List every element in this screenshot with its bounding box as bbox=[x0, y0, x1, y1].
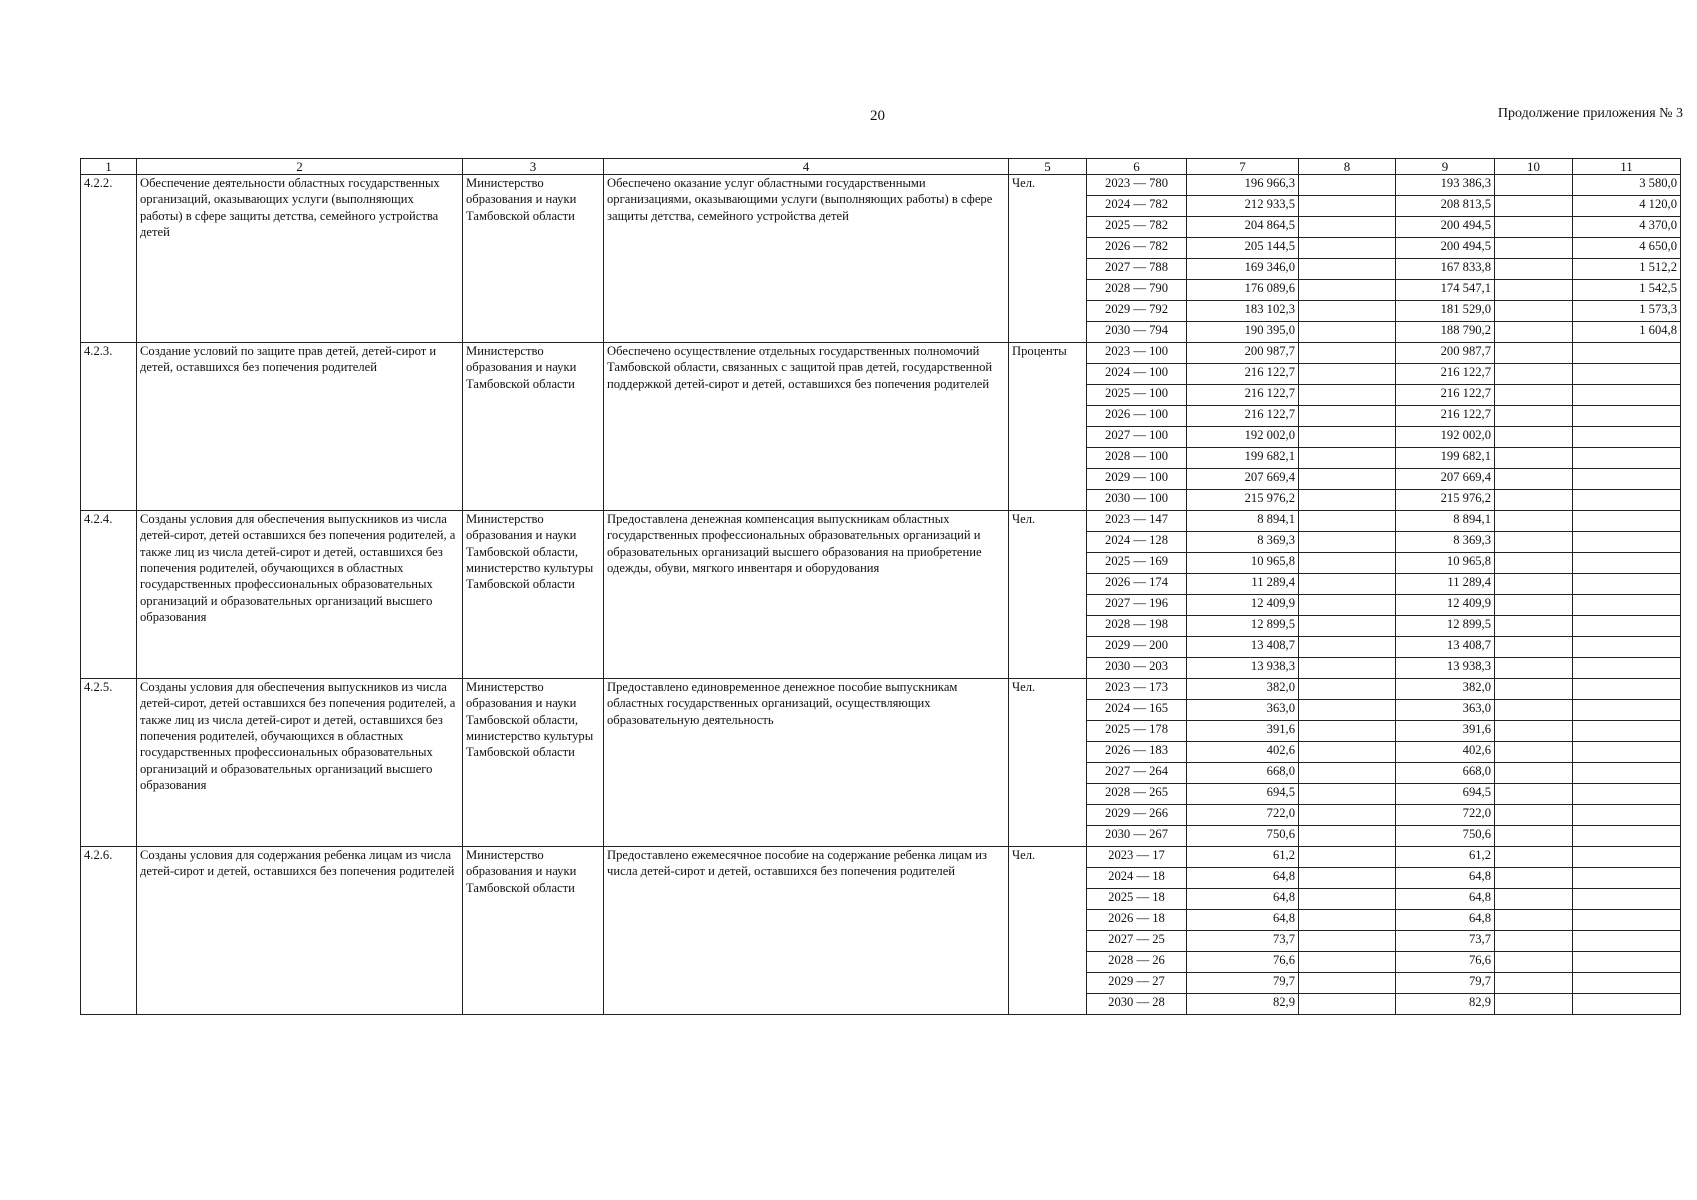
extra-budget-cell bbox=[1573, 553, 1681, 574]
regional-cell: 174 547,1 bbox=[1396, 280, 1495, 301]
year-value-cell: 2025 — 782 bbox=[1087, 217, 1187, 238]
total-cell: 205 144,5 bbox=[1187, 238, 1299, 259]
regional-cell: 216 122,7 bbox=[1396, 385, 1495, 406]
local-cell bbox=[1495, 595, 1573, 616]
extra-budget-cell bbox=[1573, 658, 1681, 679]
row-number: 4.2.3. bbox=[81, 343, 137, 511]
federal-cell bbox=[1299, 910, 1396, 931]
federal-cell bbox=[1299, 385, 1396, 406]
federal-cell bbox=[1299, 931, 1396, 952]
year-value-cell: 2028 — 100 bbox=[1087, 448, 1187, 469]
regional-cell: 192 002,0 bbox=[1396, 427, 1495, 448]
regional-cell: 13 938,3 bbox=[1396, 658, 1495, 679]
column-header: 7 bbox=[1187, 159, 1299, 175]
regional-cell: 10 965,8 bbox=[1396, 553, 1495, 574]
total-cell: 176 089,6 bbox=[1187, 280, 1299, 301]
total-cell: 200 987,7 bbox=[1187, 343, 1299, 364]
extra-budget-cell bbox=[1573, 952, 1681, 973]
local-cell bbox=[1495, 721, 1573, 742]
local-cell bbox=[1495, 952, 1573, 973]
year-value-cell: 2030 — 203 bbox=[1087, 658, 1187, 679]
regional-cell: 64,8 bbox=[1396, 889, 1495, 910]
local-cell bbox=[1495, 511, 1573, 532]
extra-budget-cell bbox=[1573, 910, 1681, 931]
federal-cell bbox=[1299, 742, 1396, 763]
regional-cell: 200 494,5 bbox=[1396, 217, 1495, 238]
column-header: 6 bbox=[1087, 159, 1187, 175]
total-cell: 750,6 bbox=[1187, 826, 1299, 847]
federal-cell bbox=[1299, 301, 1396, 322]
extra-budget-cell bbox=[1573, 868, 1681, 889]
local-cell bbox=[1495, 679, 1573, 700]
year-value-cell: 2023 — 17 bbox=[1087, 847, 1187, 868]
regional-cell: 64,8 bbox=[1396, 868, 1495, 889]
year-value-cell: 2024 — 128 bbox=[1087, 532, 1187, 553]
unit-cell: Чел. bbox=[1009, 847, 1087, 1015]
local-cell bbox=[1495, 469, 1573, 490]
federal-cell bbox=[1299, 994, 1396, 1015]
federal-cell bbox=[1299, 595, 1396, 616]
federal-cell bbox=[1299, 679, 1396, 700]
extra-budget-cell: 1 542,5 bbox=[1573, 280, 1681, 301]
federal-cell bbox=[1299, 448, 1396, 469]
extra-budget-cell bbox=[1573, 973, 1681, 994]
total-cell: 76,6 bbox=[1187, 952, 1299, 973]
federal-cell bbox=[1299, 973, 1396, 994]
regional-cell: 200 494,5 bbox=[1396, 238, 1495, 259]
column-header: 1 bbox=[81, 159, 137, 175]
federal-cell bbox=[1299, 343, 1396, 364]
extra-budget-cell: 1 604,8 bbox=[1573, 322, 1681, 343]
total-cell: 722,0 bbox=[1187, 805, 1299, 826]
extra-budget-cell bbox=[1573, 490, 1681, 511]
local-cell bbox=[1495, 259, 1573, 280]
year-value-cell: 2023 — 780 bbox=[1087, 175, 1187, 196]
regional-cell: 750,6 bbox=[1396, 826, 1495, 847]
year-value-cell: 2030 — 794 bbox=[1087, 322, 1187, 343]
extra-budget-cell bbox=[1573, 826, 1681, 847]
local-cell bbox=[1495, 994, 1573, 1015]
total-cell: 169 346,0 bbox=[1187, 259, 1299, 280]
total-cell: 216 122,7 bbox=[1187, 385, 1299, 406]
local-cell bbox=[1495, 910, 1573, 931]
total-cell: 694,5 bbox=[1187, 784, 1299, 805]
executor-cell: Министерство образования и науки Тамбовской области bbox=[463, 847, 604, 1015]
local-cell bbox=[1495, 406, 1573, 427]
extra-budget-cell bbox=[1573, 511, 1681, 532]
year-value-cell: 2024 — 782 bbox=[1087, 196, 1187, 217]
total-cell: 199 682,1 bbox=[1187, 448, 1299, 469]
extra-budget-cell bbox=[1573, 406, 1681, 427]
federal-cell bbox=[1299, 532, 1396, 553]
local-cell bbox=[1495, 280, 1573, 301]
year-value-cell: 2023 — 147 bbox=[1087, 511, 1187, 532]
row-number: 4.2.4. bbox=[81, 511, 137, 679]
extra-budget-cell: 4 370,0 bbox=[1573, 217, 1681, 238]
year-value-cell: 2028 — 790 bbox=[1087, 280, 1187, 301]
local-cell bbox=[1495, 658, 1573, 679]
year-value-cell: 2029 — 792 bbox=[1087, 301, 1187, 322]
year-value-cell: 2027 — 100 bbox=[1087, 427, 1187, 448]
federal-cell bbox=[1299, 637, 1396, 658]
local-cell bbox=[1495, 805, 1573, 826]
federal-cell bbox=[1299, 784, 1396, 805]
total-cell: 363,0 bbox=[1187, 700, 1299, 721]
column-header: 2 bbox=[137, 159, 463, 175]
regional-cell: 216 122,7 bbox=[1396, 406, 1495, 427]
extra-budget-cell: 4 120,0 bbox=[1573, 196, 1681, 217]
extra-budget-cell bbox=[1573, 385, 1681, 406]
continuation-label: Продолжение приложения № 3 bbox=[1497, 106, 1683, 121]
extra-budget-cell: 3 580,0 bbox=[1573, 175, 1681, 196]
year-value-cell: 2027 — 25 bbox=[1087, 931, 1187, 952]
total-cell: 402,6 bbox=[1187, 742, 1299, 763]
regional-cell: 193 386,3 bbox=[1396, 175, 1495, 196]
regional-cell: 12 899,5 bbox=[1396, 616, 1495, 637]
federal-cell bbox=[1299, 868, 1396, 889]
regional-cell: 13 408,7 bbox=[1396, 637, 1495, 658]
local-cell bbox=[1495, 490, 1573, 511]
regional-cell: 82,9 bbox=[1396, 994, 1495, 1015]
extra-budget-cell bbox=[1573, 721, 1681, 742]
regional-cell: 208 813,5 bbox=[1396, 196, 1495, 217]
year-value-cell: 2026 — 18 bbox=[1087, 910, 1187, 931]
total-cell: 12 899,5 bbox=[1187, 616, 1299, 637]
extra-budget-cell bbox=[1573, 469, 1681, 490]
local-cell bbox=[1495, 889, 1573, 910]
total-cell: 8 369,3 bbox=[1187, 532, 1299, 553]
year-value-cell: 2027 — 196 bbox=[1087, 595, 1187, 616]
regional-cell: 402,6 bbox=[1396, 742, 1495, 763]
federal-cell bbox=[1299, 175, 1396, 196]
local-cell bbox=[1495, 385, 1573, 406]
regional-cell: 188 790,2 bbox=[1396, 322, 1495, 343]
column-header: 4 bbox=[604, 159, 1009, 175]
year-value-cell: 2023 — 100 bbox=[1087, 343, 1187, 364]
column-numbers-row bbox=[81, 159, 1681, 175]
total-cell: 382,0 bbox=[1187, 679, 1299, 700]
federal-cell bbox=[1299, 406, 1396, 427]
regional-cell: 722,0 bbox=[1396, 805, 1495, 826]
executor-cell: Министерство образования и науки Тамбовской области, министерство культуры Тамбовской области bbox=[463, 511, 604, 679]
column-header: 8 bbox=[1299, 159, 1396, 175]
extra-budget-cell bbox=[1573, 700, 1681, 721]
regional-cell: 668,0 bbox=[1396, 763, 1495, 784]
federal-cell bbox=[1299, 805, 1396, 826]
extra-budget-cell bbox=[1573, 994, 1681, 1015]
regional-cell: 363,0 bbox=[1396, 700, 1495, 721]
local-cell bbox=[1495, 427, 1573, 448]
total-cell: 216 122,7 bbox=[1187, 406, 1299, 427]
year-value-cell: 2026 — 174 bbox=[1087, 574, 1187, 595]
regional-cell: 8 369,3 bbox=[1396, 532, 1495, 553]
regional-cell: 207 669,4 bbox=[1396, 469, 1495, 490]
row-number: 4.2.5. bbox=[81, 679, 137, 847]
column-header: 5 bbox=[1009, 159, 1087, 175]
federal-cell bbox=[1299, 616, 1396, 637]
extra-budget-cell bbox=[1573, 364, 1681, 385]
measure-name: Созданы условия для содержания ребенка лицам из числа детей-сирот и детей, оставшихся без попечения родителей bbox=[137, 847, 463, 1015]
local-cell bbox=[1495, 217, 1573, 238]
table-row bbox=[81, 343, 1681, 364]
total-cell: 73,7 bbox=[1187, 931, 1299, 952]
federal-cell bbox=[1299, 490, 1396, 511]
total-cell: 204 864,5 bbox=[1187, 217, 1299, 238]
local-cell bbox=[1495, 742, 1573, 763]
unit-cell: Проценты bbox=[1009, 343, 1087, 511]
total-cell: 8 894,1 bbox=[1187, 511, 1299, 532]
extra-budget-cell bbox=[1573, 532, 1681, 553]
extra-budget-cell bbox=[1573, 784, 1681, 805]
local-cell bbox=[1495, 784, 1573, 805]
regional-cell: 73,7 bbox=[1396, 931, 1495, 952]
year-value-cell: 2030 — 267 bbox=[1087, 826, 1187, 847]
regional-cell: 391,6 bbox=[1396, 721, 1495, 742]
local-cell bbox=[1495, 175, 1573, 196]
federal-cell bbox=[1299, 574, 1396, 595]
total-cell: 192 002,0 bbox=[1187, 427, 1299, 448]
year-value-cell: 2025 — 100 bbox=[1087, 385, 1187, 406]
extra-budget-cell bbox=[1573, 679, 1681, 700]
total-cell: 215 976,2 bbox=[1187, 490, 1299, 511]
total-cell: 82,9 bbox=[1187, 994, 1299, 1015]
total-cell: 196 966,3 bbox=[1187, 175, 1299, 196]
federal-cell bbox=[1299, 952, 1396, 973]
extra-budget-cell bbox=[1573, 427, 1681, 448]
regional-cell: 8 894,1 bbox=[1396, 511, 1495, 532]
local-cell bbox=[1495, 343, 1573, 364]
total-cell: 668,0 bbox=[1187, 763, 1299, 784]
year-value-cell: 2030 — 28 bbox=[1087, 994, 1187, 1015]
local-cell bbox=[1495, 553, 1573, 574]
regional-cell: 200 987,7 bbox=[1396, 343, 1495, 364]
table-row bbox=[81, 679, 1681, 700]
result-cell: Предоставлена денежная компенсация выпускникам областных государственных профессиональных образовательных организаций и образовательных организаций высшего образования на приобретение одежды, обуви, мягкого инвентаря и оборудования bbox=[604, 511, 1009, 679]
year-value-cell: 2028 — 265 bbox=[1087, 784, 1187, 805]
table-body bbox=[81, 175, 1681, 1015]
column-header: 3 bbox=[463, 159, 604, 175]
local-cell bbox=[1495, 637, 1573, 658]
extra-budget-cell bbox=[1573, 742, 1681, 763]
extra-budget-cell bbox=[1573, 574, 1681, 595]
column-header: 10 bbox=[1495, 159, 1573, 175]
total-cell: 391,6 bbox=[1187, 721, 1299, 742]
federal-cell bbox=[1299, 238, 1396, 259]
regional-cell: 79,7 bbox=[1396, 973, 1495, 994]
year-value-cell: 2029 — 200 bbox=[1087, 637, 1187, 658]
total-cell: 61,2 bbox=[1187, 847, 1299, 868]
extra-budget-cell bbox=[1573, 931, 1681, 952]
extra-budget-cell bbox=[1573, 805, 1681, 826]
federal-cell bbox=[1299, 511, 1396, 532]
local-cell bbox=[1495, 301, 1573, 322]
year-value-cell: 2026 — 183 bbox=[1087, 742, 1187, 763]
year-value-cell: 2024 — 18 bbox=[1087, 868, 1187, 889]
regional-cell: 199 682,1 bbox=[1396, 448, 1495, 469]
result-cell: Обеспечено осуществление отдельных государственных полномочий Тамбовской области, связанных с защитой прав детей, государственной поддержкой детей-сирот и детей, оставшихся без попечения родителей bbox=[604, 343, 1009, 511]
unit-cell: Чел. bbox=[1009, 175, 1087, 343]
total-cell: 190 395,0 bbox=[1187, 322, 1299, 343]
local-cell bbox=[1495, 238, 1573, 259]
year-value-cell: 2025 — 169 bbox=[1087, 553, 1187, 574]
federal-cell bbox=[1299, 364, 1396, 385]
regional-cell: 215 976,2 bbox=[1396, 490, 1495, 511]
federal-cell bbox=[1299, 763, 1396, 784]
year-value-cell: 2024 — 165 bbox=[1087, 700, 1187, 721]
year-value-cell: 2027 — 264 bbox=[1087, 763, 1187, 784]
year-value-cell: 2026 — 100 bbox=[1087, 406, 1187, 427]
total-cell: 183 102,3 bbox=[1187, 301, 1299, 322]
total-cell: 64,8 bbox=[1187, 910, 1299, 931]
federal-cell bbox=[1299, 700, 1396, 721]
extra-budget-cell bbox=[1573, 763, 1681, 784]
year-value-cell: 2025 — 178 bbox=[1087, 721, 1187, 742]
local-cell bbox=[1495, 574, 1573, 595]
result-cell: Предоставлено единовременное денежное пособие выпускникам областных государственных организаций, осуществляющих образовательную деятельность bbox=[604, 679, 1009, 847]
local-cell bbox=[1495, 826, 1573, 847]
extra-budget-cell bbox=[1573, 889, 1681, 910]
year-value-cell: 2024 — 100 bbox=[1087, 364, 1187, 385]
table-row bbox=[81, 847, 1681, 868]
year-value-cell: 2030 — 100 bbox=[1087, 490, 1187, 511]
total-cell: 216 122,7 bbox=[1187, 364, 1299, 385]
regional-cell: 11 289,4 bbox=[1396, 574, 1495, 595]
total-cell: 13 408,7 bbox=[1187, 637, 1299, 658]
year-value-cell: 2029 — 100 bbox=[1087, 469, 1187, 490]
extra-budget-cell bbox=[1573, 847, 1681, 868]
row-number: 4.2.6. bbox=[81, 847, 137, 1015]
federal-cell bbox=[1299, 259, 1396, 280]
local-cell bbox=[1495, 700, 1573, 721]
year-value-cell: 2029 — 266 bbox=[1087, 805, 1187, 826]
federal-cell bbox=[1299, 280, 1396, 301]
column-header: 11 bbox=[1573, 159, 1681, 175]
executor-cell: Министерство образования и науки Тамбовской области bbox=[463, 343, 604, 511]
federal-cell bbox=[1299, 217, 1396, 238]
local-cell bbox=[1495, 364, 1573, 385]
measure-name: Создание условий по защите прав детей, детей-сирот и детей, оставшихся без попечения родителей bbox=[137, 343, 463, 511]
extra-budget-cell: 1 512,2 bbox=[1573, 259, 1681, 280]
total-cell: 212 933,5 bbox=[1187, 196, 1299, 217]
year-value-cell: 2023 — 173 bbox=[1087, 679, 1187, 700]
regional-cell: 167 833,8 bbox=[1396, 259, 1495, 280]
regional-cell: 64,8 bbox=[1396, 910, 1495, 931]
total-cell: 12 409,9 bbox=[1187, 595, 1299, 616]
extra-budget-cell bbox=[1573, 616, 1681, 637]
total-cell: 13 938,3 bbox=[1187, 658, 1299, 679]
federal-cell bbox=[1299, 889, 1396, 910]
unit-cell: Чел. bbox=[1009, 511, 1087, 679]
total-cell: 10 965,8 bbox=[1187, 553, 1299, 574]
local-cell bbox=[1495, 868, 1573, 889]
table-row bbox=[81, 175, 1681, 196]
federal-cell bbox=[1299, 196, 1396, 217]
local-cell bbox=[1495, 196, 1573, 217]
regional-cell: 12 409,9 bbox=[1396, 595, 1495, 616]
extra-budget-cell bbox=[1573, 343, 1681, 364]
extra-budget-cell bbox=[1573, 448, 1681, 469]
page-number: 20 bbox=[870, 108, 885, 124]
local-cell bbox=[1495, 322, 1573, 343]
year-value-cell: 2028 — 26 bbox=[1087, 952, 1187, 973]
measure-name: Созданы условия для обеспечения выпускников из числа детей-сирот, детей оставшихся без попечения родителей, а также лиц из числа детей-сирот и детей, оставшихся без попечения родителей, обучающихся в областных государственных профессиональных образовательных организаций и образовательных организаций высшего образования bbox=[137, 511, 463, 679]
year-value-cell: 2029 — 27 bbox=[1087, 973, 1187, 994]
federal-cell bbox=[1299, 658, 1396, 679]
executor-cell: Министерство образования и науки Тамбовской области bbox=[463, 175, 604, 343]
total-cell: 79,7 bbox=[1187, 973, 1299, 994]
year-value-cell: 2028 — 198 bbox=[1087, 616, 1187, 637]
federal-cell bbox=[1299, 721, 1396, 742]
result-cell: Предоставлено ежемесячное пособие на содержание ребенка лицам из числа детей-сирот и детей, оставшихся без попечения родителей bbox=[604, 847, 1009, 1015]
executor-cell: Министерство образования и науки Тамбовской области, министерство культуры Тамбовской области bbox=[463, 679, 604, 847]
measure-name: Созданы условия для обеспечения выпускников из числа детей-сирот, детей оставшихся без попечения родителей, а также лиц из числа детей-сирот и детей, оставшихся без попечения родителей, обучающихся в областных государственных профессиональных образовательных организаций и образовательных организаций высшего образования bbox=[137, 679, 463, 847]
total-cell: 207 669,4 bbox=[1187, 469, 1299, 490]
year-value-cell: 2026 — 782 bbox=[1087, 238, 1187, 259]
total-cell: 11 289,4 bbox=[1187, 574, 1299, 595]
local-cell bbox=[1495, 616, 1573, 637]
regional-cell: 61,2 bbox=[1396, 847, 1495, 868]
regional-cell: 76,6 bbox=[1396, 952, 1495, 973]
local-cell bbox=[1495, 532, 1573, 553]
local-cell bbox=[1495, 973, 1573, 994]
regional-cell: 694,5 bbox=[1396, 784, 1495, 805]
federal-cell bbox=[1299, 847, 1396, 868]
local-cell bbox=[1495, 847, 1573, 868]
regional-cell: 382,0 bbox=[1396, 679, 1495, 700]
federal-cell bbox=[1299, 826, 1396, 847]
regional-cell: 216 122,7 bbox=[1396, 364, 1495, 385]
regional-cell: 181 529,0 bbox=[1396, 301, 1495, 322]
measure-name: Обеспечение деятельности областных государственных организаций, оказывающих услуги (выполняющих работы) в сфере защиты детства, семейного устройства детей bbox=[137, 175, 463, 343]
year-value-cell: 2027 — 788 bbox=[1087, 259, 1187, 280]
federal-cell bbox=[1299, 553, 1396, 574]
program-table bbox=[80, 158, 1681, 1015]
total-cell: 64,8 bbox=[1187, 868, 1299, 889]
year-value-cell: 2025 — 18 bbox=[1087, 889, 1187, 910]
federal-cell bbox=[1299, 469, 1396, 490]
local-cell bbox=[1495, 448, 1573, 469]
column-header: 9 bbox=[1396, 159, 1495, 175]
federal-cell bbox=[1299, 322, 1396, 343]
local-cell bbox=[1495, 763, 1573, 784]
unit-cell: Чел. bbox=[1009, 679, 1087, 847]
local-cell bbox=[1495, 931, 1573, 952]
federal-cell bbox=[1299, 427, 1396, 448]
extra-budget-cell bbox=[1573, 595, 1681, 616]
row-number: 4.2.2. bbox=[81, 175, 137, 343]
extra-budget-cell bbox=[1573, 637, 1681, 658]
extra-budget-cell: 1 573,3 bbox=[1573, 301, 1681, 322]
table-row bbox=[81, 511, 1681, 532]
total-cell: 64,8 bbox=[1187, 889, 1299, 910]
result-cell: Обеспечено оказание услуг областными государственными организациями, оказывающими услуги (выполняющих работы) в сфере защиты детства, семейного устройства детей bbox=[604, 175, 1009, 343]
extra-budget-cell: 4 650,0 bbox=[1573, 238, 1681, 259]
